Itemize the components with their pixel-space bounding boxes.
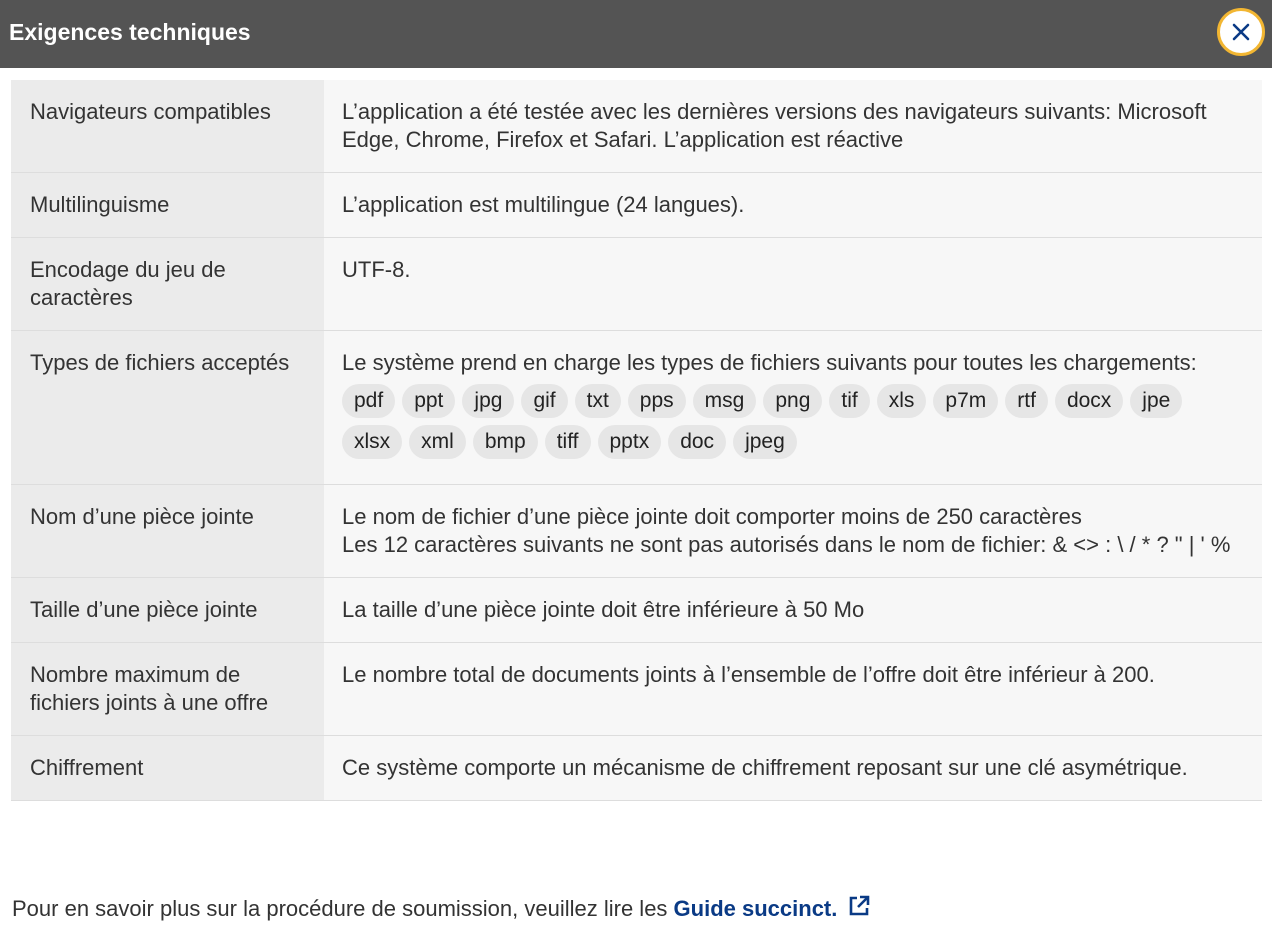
filename-length-rule: Le nom de fichier d’une pièce jointe doit comporter moins de 250 caractères	[342, 504, 1082, 529]
dialog-header	[0, 0, 1272, 68]
row-label: Nombre maximum de fichiers joints à une offre	[11, 643, 324, 736]
row-value: UTF-8.	[324, 238, 1262, 331]
external-link-icon	[847, 894, 871, 918]
table-row	[11, 485, 1262, 578]
filename-forbidden-chars-rule: Les 12 caractères suivants ne sont pas autorisés dans le nom de fichier: & <> : \ / * ? " | ' %	[342, 532, 1231, 557]
file-type-chip: ppt	[402, 384, 455, 418]
row-label: Multilinguisme	[11, 173, 324, 238]
table-row	[11, 173, 1262, 238]
file-type-chip: tif	[829, 384, 869, 418]
file-type-chip: xlsx	[342, 425, 402, 459]
table-row	[11, 80, 1262, 173]
file-type-chip: pdf	[342, 384, 395, 418]
file-type-chip: pptx	[598, 425, 662, 459]
row-value: L’application est multilingue (24 langues).	[324, 173, 1262, 238]
row-value	[324, 485, 1262, 578]
close-button[interactable]	[1217, 8, 1265, 56]
quick-guide-link-label: Guide succinct.	[673, 896, 838, 921]
file-type-chip: pps	[628, 384, 686, 418]
table-row	[11, 643, 1262, 736]
file-type-chip: msg	[693, 384, 757, 418]
table-row	[11, 736, 1262, 801]
file-type-chip: xml	[409, 425, 466, 459]
row-label: Types de fichiers acceptés	[11, 331, 324, 485]
file-type-chip: gif	[521, 384, 567, 418]
row-label: Encodage du jeu de caractères	[11, 238, 324, 331]
file-type-chip: jpe	[1130, 384, 1182, 418]
table-row	[11, 578, 1262, 643]
file-type-chip: doc	[668, 425, 726, 459]
row-label: Navigateurs compatibles	[11, 80, 324, 173]
quick-guide-link[interactable]	[674, 896, 872, 921]
file-type-chip: docx	[1055, 384, 1123, 418]
file-types-description: Le système prend en charge les types de fichiers suivants pour toutes les chargements:	[342, 350, 1197, 375]
row-label: Chiffrement	[11, 736, 324, 801]
table-row	[11, 238, 1262, 331]
file-type-chip: rtf	[1005, 384, 1048, 418]
footer-text: Pour en savoir plus sur la procédure de soumission, veuillez lire les	[12, 896, 674, 921]
file-type-chip: bmp	[473, 425, 538, 459]
dialog-title: Exigences techniques	[9, 19, 251, 45]
row-value	[324, 331, 1262, 485]
file-type-chip: xls	[877, 384, 927, 418]
file-type-chip: png	[763, 384, 822, 418]
close-icon	[1231, 22, 1251, 42]
footer-note	[12, 894, 871, 923]
file-type-chip: p7m	[933, 384, 998, 418]
row-label: Nom d’une pièce jointe	[11, 485, 324, 578]
row-value: Le nombre total de documents joints à l’ensemble de l’offre doit être inférieur à 200.	[324, 643, 1262, 736]
requirements-table	[11, 80, 1262, 801]
file-type-chip: jpg	[462, 384, 514, 418]
row-label: Taille d’une pièce jointe	[11, 578, 324, 643]
row-value: La taille d’une pièce jointe doit être inférieure à 50 Mo	[324, 578, 1262, 643]
row-value: L’application a été testée avec les dernières versions des navigateurs suivants: Microsoft Edge, Chrome, Firefox et Safari. L’application est réactive	[324, 80, 1262, 173]
row-value: Ce système comporte un mécanisme de chiffrement reposant sur une clé asymétrique.	[324, 736, 1262, 801]
file-type-list	[342, 384, 1252, 466]
table-row	[11, 331, 1262, 485]
file-type-chip: tiff	[545, 425, 591, 459]
file-type-chip: jpeg	[733, 425, 797, 459]
file-type-chip: txt	[575, 384, 621, 418]
